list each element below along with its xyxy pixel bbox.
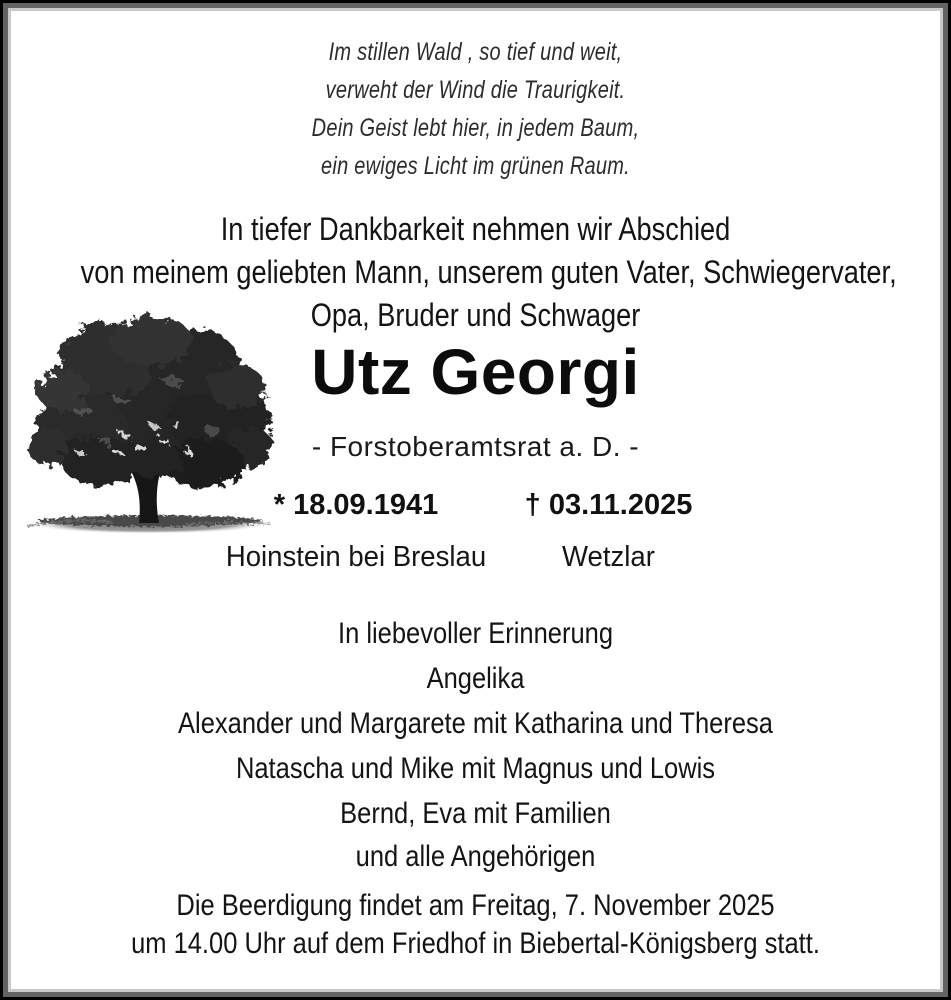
memorial-poem <box>11 33 940 185</box>
funeral-line: Die Beerdigung findet am Freitag, 7. November 2025 <box>176 889 775 922</box>
funeral-notice <box>11 887 940 963</box>
poem-line: Im stillen Wald , so tief und weit, <box>328 38 623 66</box>
mourner-line: Bernd, Eva mit Familien <box>340 797 611 830</box>
remembrance-heading: In liebevoller Erinnerung <box>337 617 614 650</box>
mourner-line: Alexander und Margarete mit Katharina und Theresa <box>178 707 773 740</box>
mourner-line: Angelika <box>426 662 525 695</box>
mourner-line: Natascha und Mike mit Magnus und Lowis <box>235 752 716 785</box>
poem-line: ein ewiges Licht im grünen Raum. <box>321 152 630 180</box>
mourners-list <box>11 611 940 877</box>
death-info <box>436 489 781 573</box>
intro-line: von meinem geliebten Mann, unserem guten Vater, Schwiegervater, <box>80 254 897 290</box>
birth-symbol: * <box>273 489 286 521</box>
death-symbol: † <box>524 489 541 521</box>
funeral-line: um 14.00 Uhr auf dem Friedhof in Biebertal-Königsberg statt. <box>131 927 820 960</box>
mourner-line: und alle Angehörigen <box>355 840 596 873</box>
intro-line: In tiefer Dankbarkeit nehmen wir Abschied <box>220 211 731 247</box>
death-date: 03.11.2025 <box>548 489 693 521</box>
birth-date: 18.09.1941 <box>293 489 439 521</box>
card-frame-mid <box>3 3 948 997</box>
death-place: Wetzlar <box>562 541 655 573</box>
deceased-title: - Forstoberamtsrat a. D. - <box>311 431 640 462</box>
poem-line: Dein Geist lebt hier, in jedem Baum, <box>311 114 640 142</box>
death-date-line <box>436 489 781 521</box>
poem-line: verweht der Wind die Traurigkeit. <box>325 76 626 104</box>
card-content <box>8 8 943 992</box>
intro-line: Opa, Bruder und Schwager <box>310 297 641 333</box>
birth-place: Hoinstein bei Breslau <box>225 541 487 573</box>
deceased-name: Utz Georgi <box>311 336 640 408</box>
